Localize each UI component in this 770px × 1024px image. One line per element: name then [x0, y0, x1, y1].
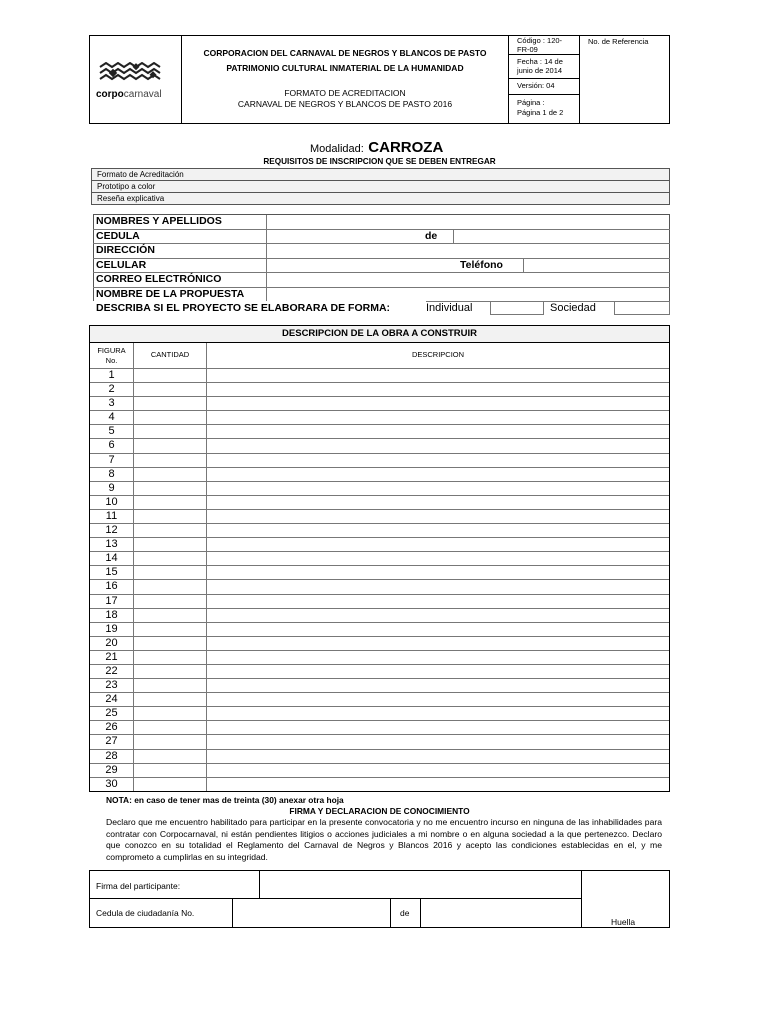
cantidad-cell[interactable]	[134, 454, 207, 467]
requisitos-list	[91, 168, 670, 205]
cedula-label: CEDULA	[96, 229, 140, 242]
pagina: Página : Página 1 de 2	[517, 98, 564, 117]
descripcion-cell[interactable]	[207, 651, 669, 664]
sociedad-label: Sociedad	[550, 301, 596, 314]
logo-text-bold: corpo	[96, 89, 124, 100]
descripcion-cell[interactable]	[207, 524, 669, 537]
figura-number: 8	[90, 468, 134, 481]
figura-number: 28	[90, 750, 134, 763]
nombres-label: NOMBRES Y APELLIDOS	[96, 215, 222, 227]
table-row	[90, 622, 669, 636]
table-row	[90, 692, 669, 706]
huella-box[interactable]	[582, 871, 670, 928]
figura-number: 12	[90, 524, 134, 537]
figura-number: 22	[90, 665, 134, 678]
celular-row	[93, 258, 670, 273]
descripcion-cell[interactable]	[207, 637, 669, 650]
cantidad-cell[interactable]	[134, 750, 207, 763]
descripcion-cell[interactable]	[207, 454, 669, 467]
forma-label: DESCRIBA SI EL PROYECTO SE ELABORARA DE FORMA:	[93, 301, 426, 315]
descripcion-cell[interactable]	[207, 439, 669, 452]
figura-number: 11	[90, 510, 134, 523]
cantidad-cell[interactable]	[134, 595, 207, 608]
descripcion-cell[interactable]	[207, 580, 669, 593]
doc-subtitle: CARNAVAL DE NEGROS Y BLANCOS DE PASTO 2016	[237, 99, 453, 109]
cedula-row	[93, 229, 670, 244]
figura-number: 14	[90, 552, 134, 565]
descripcion-cell[interactable]	[207, 609, 669, 622]
table-row	[90, 720, 669, 734]
table-row	[90, 396, 669, 410]
descripcion-cell[interactable]	[207, 693, 669, 706]
figura-number: 20	[90, 637, 134, 650]
cedula-ciudadania-input[interactable]	[233, 899, 389, 928]
sociedad-checkbox[interactable]	[614, 301, 670, 316]
table-title: DESCRIPCION DE LA OBRA A CONSTRUIR	[90, 326, 669, 342]
table-row	[90, 551, 669, 565]
table-row	[90, 636, 669, 650]
nombres-input[interactable]	[266, 214, 670, 229]
cantidad-cell[interactable]	[134, 637, 207, 650]
figura-number: 23	[90, 679, 134, 692]
modalidad-label: Modalidad:	[310, 143, 364, 155]
table-row	[90, 777, 669, 791]
celular-label: CELULAR	[96, 258, 147, 271]
forma-row	[93, 301, 670, 316]
table-header-row	[90, 342, 669, 368]
figura-number: 21	[90, 651, 134, 664]
individual-checkbox[interactable]	[490, 301, 544, 316]
propuesta-input[interactable]	[266, 287, 670, 302]
cantidad-cell[interactable]	[134, 566, 207, 579]
descripcion-cell[interactable]	[207, 482, 669, 495]
cantidad-cell[interactable]	[134, 764, 207, 777]
figura-number: 18	[90, 609, 134, 622]
cantidad-cell[interactable]	[134, 383, 207, 396]
table-row	[90, 467, 669, 481]
huella-label: Huella	[611, 917, 636, 927]
firma-de-label: de	[400, 908, 410, 918]
descripcion-cell[interactable]	[207, 468, 669, 481]
descripcion-cell[interactable]	[207, 764, 669, 777]
descripcion-cell[interactable]	[207, 721, 669, 734]
cantidad-cell[interactable]	[134, 609, 207, 622]
figura-number: 25	[90, 707, 134, 720]
modalidad-value: CARROZA	[368, 139, 444, 156]
cantidad-cell[interactable]	[134, 707, 207, 720]
firma-de-input[interactable]	[421, 899, 580, 928]
direccion-row	[93, 243, 670, 258]
cantidad-cell[interactable]	[134, 693, 207, 706]
figura-number: 19	[90, 623, 134, 636]
table-body	[90, 368, 669, 791]
cantidad-cell[interactable]	[134, 665, 207, 678]
requisito-item: Prototipo a color	[91, 181, 670, 193]
cedula-ciudadania-label: Cedula de ciudadanía No.	[96, 908, 195, 918]
table-row	[90, 749, 669, 763]
table-row	[90, 523, 669, 537]
descripcion-cell[interactable]	[207, 425, 669, 438]
descripcion-cell[interactable]	[207, 735, 669, 748]
direccion-label: DIRECCIÓN	[96, 244, 155, 256]
correo-label: CORREO ELECTRÓNICO	[96, 273, 222, 285]
cantidad-cell[interactable]	[134, 552, 207, 565]
doc-title: FORMATO DE ACREDITACION	[284, 88, 406, 98]
table-row	[90, 763, 669, 777]
cantidad-cell[interactable]	[134, 411, 207, 424]
referencia-label: No. de Referencia	[588, 37, 649, 46]
cantidad-cell[interactable]	[134, 679, 207, 692]
table-row	[90, 579, 669, 593]
figura-number: 2	[90, 383, 134, 396]
obra-table	[89, 325, 670, 792]
table-row	[90, 537, 669, 551]
descripcion-cell[interactable]	[207, 383, 669, 396]
table-row	[90, 481, 669, 495]
celular-input[interactable]	[266, 258, 451, 273]
cantidad-cell[interactable]	[134, 496, 207, 509]
table-row	[90, 664, 669, 678]
figura-number: 10	[90, 496, 134, 509]
correo-input[interactable]	[266, 272, 670, 287]
descripcion-cell[interactable]	[207, 623, 669, 636]
cedula-de-label: de	[425, 229, 438, 242]
descripcion-cell[interactable]	[207, 552, 669, 565]
cantidad-cell[interactable]	[134, 397, 207, 410]
firma-label: Firma del participante:	[96, 881, 181, 891]
propuesta-row	[93, 287, 670, 302]
table-row	[90, 438, 669, 452]
table-row	[90, 368, 669, 382]
cedula-de-input[interactable]	[453, 229, 670, 244]
logo-text-light: carnaval	[123, 89, 162, 100]
table-row	[90, 424, 669, 438]
figura-number: 16	[90, 580, 134, 593]
corpocarnaval-logo	[96, 62, 176, 98]
descripcion-cell[interactable]	[207, 595, 669, 608]
figura-number: 5	[90, 425, 134, 438]
descripcion-cell[interactable]	[207, 750, 669, 763]
nombres-row	[93, 214, 670, 229]
figura-number: 30	[90, 778, 134, 791]
descripcion-cell[interactable]	[207, 496, 669, 509]
individual-label: Individual	[426, 301, 473, 314]
modalidad	[310, 139, 443, 157]
table-row	[90, 650, 669, 664]
cantidad-cell[interactable]	[134, 721, 207, 734]
figura-number: 17	[90, 595, 134, 608]
correo-row	[93, 272, 670, 287]
cantidad-cell[interactable]	[134, 369, 207, 382]
cantidad-cell[interactable]	[134, 439, 207, 452]
requisito-item: Formato de Acreditación	[91, 169, 670, 181]
table-row	[90, 565, 669, 579]
version: Versión: 04	[517, 81, 555, 90]
firma-input[interactable]	[260, 871, 580, 898]
declaracion-title: FIRMA Y DECLARACION DE CONOCIMIENTO	[289, 806, 470, 816]
table-row	[90, 509, 669, 523]
table-row	[90, 382, 669, 396]
table-row	[90, 678, 669, 692]
figura-number: 1	[90, 369, 134, 382]
direccion-input[interactable]	[266, 243, 670, 258]
table-row	[90, 706, 669, 720]
cedula-input[interactable]	[266, 229, 416, 244]
cantidad-cell[interactable]	[134, 778, 207, 791]
table-row	[90, 495, 669, 509]
codigo: Código : 120- FR-09	[517, 36, 563, 54]
cantidad-cell[interactable]	[134, 735, 207, 748]
descripcion-cell[interactable]	[207, 538, 669, 551]
telefono-label: Teléfono	[460, 258, 503, 271]
table-row	[90, 608, 669, 622]
cantidad-cell[interactable]	[134, 425, 207, 438]
org-subtitle: PATRIMONIO CULTURAL INMATERIAL DE LA HUMANIDAD	[226, 63, 464, 73]
descripcion-cell[interactable]	[207, 778, 669, 791]
requisitos-title: REQUISITOS DE INSCRIPCION QUE SE DEBEN ENTREGAR	[263, 157, 496, 166]
figura-number: 7	[90, 454, 134, 467]
firma-section	[89, 870, 670, 928]
col-cantidad: CANTIDAD	[134, 343, 207, 368]
figura-number: 9	[90, 482, 134, 495]
descripcion-cell[interactable]	[207, 665, 669, 678]
table-row	[90, 453, 669, 467]
document-header	[89, 35, 670, 124]
declaracion-text: Declaro que me encuentro habilitado para participar en la presente convocatoria y no me encuentro incurso en ninguna de las inhabilidades para contratar con Corpocarnaval, ni están pendientes litigios o acciones judiciales a mi nombre o en alguna sociedad a la que pertenezco. Declaro que conozco en su totalidad el Reglamento del Carnaval de Negros y Blancos 2016 y acepto las condiciones establecidas en el, y me comprometo a cumplirlas en su integridad.	[106, 817, 662, 863]
figura-number: 13	[90, 538, 134, 551]
table-row	[90, 734, 669, 748]
cantidad-cell[interactable]	[134, 538, 207, 551]
figura-number: 6	[90, 439, 134, 452]
propuesta-label: NOMBRE DE LA PROPUESTA	[96, 287, 245, 300]
cantidad-cell[interactable]	[134, 524, 207, 537]
figura-number: 3	[90, 397, 134, 410]
descripcion-cell[interactable]	[207, 369, 669, 382]
table-row	[90, 594, 669, 608]
figura-number: 24	[90, 693, 134, 706]
requisito-item: Reseña explicativa	[91, 193, 670, 205]
fecha: Fecha : 14 de junio de 2014	[517, 57, 563, 75]
descripcion-cell[interactable]	[207, 397, 669, 410]
figura-number: 4	[90, 411, 134, 424]
figura-number: 26	[90, 721, 134, 734]
col-figura: FIGURA No.	[90, 343, 134, 368]
figura-number: 29	[90, 764, 134, 777]
col-descripcion: DESCRIPCION	[411, 350, 465, 359]
cantidad-cell[interactable]	[134, 468, 207, 481]
descripcion-cell[interactable]	[207, 411, 669, 424]
nota: NOTA: en caso de tener mas de treinta (30) anexar otra hoja	[106, 795, 344, 805]
cantidad-cell[interactable]	[134, 510, 207, 523]
org-name: CORPORACION DEL CARNAVAL DE NEGROS Y BLANCOS DE PASTO	[203, 48, 487, 58]
cantidad-cell[interactable]	[134, 580, 207, 593]
descripcion-cell[interactable]	[207, 679, 669, 692]
figura-number: 27	[90, 735, 134, 748]
table-row	[90, 410, 669, 424]
figura-number: 15	[90, 566, 134, 579]
cantidad-cell[interactable]	[134, 651, 207, 664]
telefono-input[interactable]	[523, 258, 670, 273]
descripcion-cell[interactable]	[207, 566, 669, 579]
cantidad-cell[interactable]	[134, 623, 207, 636]
cantidad-cell[interactable]	[134, 482, 207, 495]
descripcion-cell[interactable]	[207, 707, 669, 720]
descripcion-cell[interactable]	[207, 510, 669, 523]
